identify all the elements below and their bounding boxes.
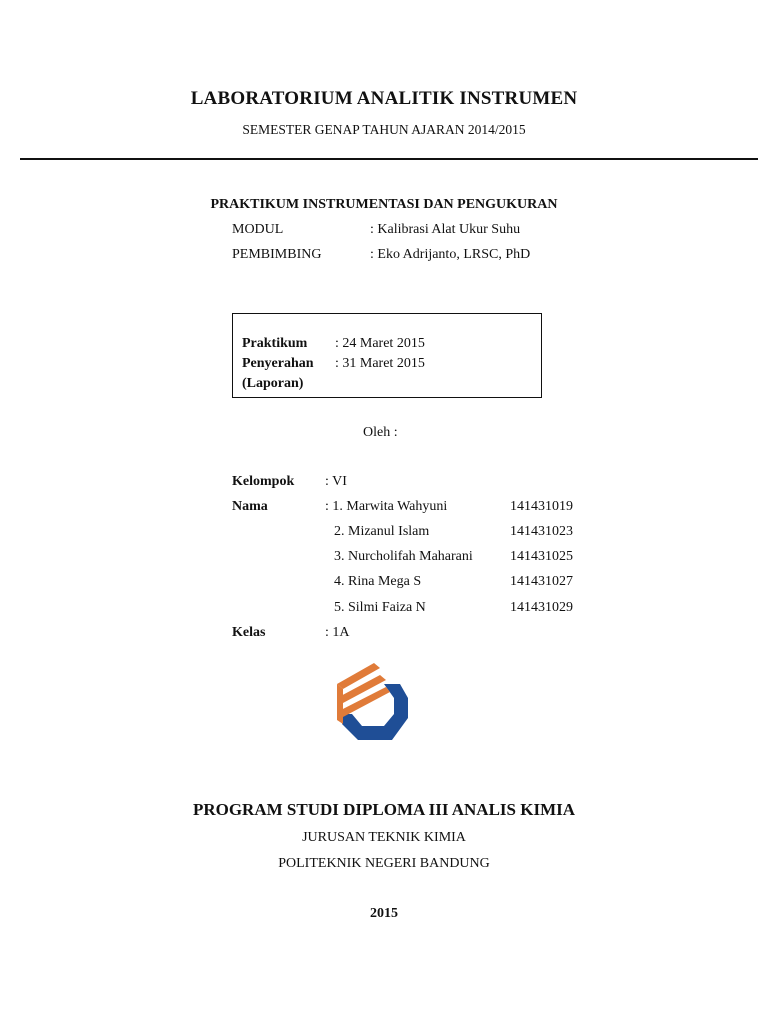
course-title: PRAKTIKUM INSTRUMENTASI DAN PENGUKURAN (210, 197, 558, 212)
dates-box (232, 313, 542, 398)
member-nim: 141431029 (510, 600, 573, 615)
kelompok-label: Kelompok (232, 474, 295, 489)
member-nim: 141431027 (510, 574, 573, 589)
member-nim: 141431023 (510, 524, 573, 539)
penyerahan-label: Penyerahan (242, 356, 314, 371)
kelas-label: Kelas (232, 625, 266, 640)
semester-subtitle: SEMESTER GENAP TAHUN AJARAN 2014/2015 (242, 122, 526, 137)
member-name: : 1. Marwita Wahyuni (325, 499, 448, 514)
member-name: 4. Rina Mega S (334, 574, 422, 589)
kelompok-value: : VI (325, 474, 347, 489)
nama-label: Nama (232, 499, 268, 514)
kelas-value: : 1A (325, 625, 350, 640)
member-name: 3. Nurcholifah Maharani (334, 549, 473, 564)
member-name: 5. Silmi Faiza N (334, 600, 426, 615)
laporan-label: (Laporan) (242, 376, 304, 391)
header-divider (20, 158, 758, 160)
department-name: JURUSAN TEKNIK KIMIA (302, 830, 466, 845)
member-nim: 141431025 (510, 549, 573, 564)
document-year: 2015 (370, 906, 398, 921)
pembimbing-value: : Eko Adrijanto, LRSC, PhD (370, 247, 531, 262)
oleh-label: Oleh : (363, 425, 398, 440)
program-title: PROGRAM STUDI DIPLOMA III ANALIS KIMIA (192, 800, 576, 819)
modul-label: MODUL (232, 222, 284, 237)
member-name: 2. Mizanul Islam (334, 524, 430, 539)
pembimbing-label: PEMBIMBING (232, 247, 322, 262)
polban-logo-icon (334, 662, 408, 740)
modul-value: : Kalibrasi Alat Ukur Suhu (370, 222, 521, 237)
lab-title: LABORATORIUM ANALITIK INSTRUMEN (190, 88, 578, 109)
institution-name: POLITEKNIK NEGERI BANDUNG (278, 856, 490, 871)
praktikum-label: Praktikum (242, 336, 308, 351)
member-nim: 141431019 (510, 499, 573, 514)
penyerahan-date: : 31 Maret 2015 (335, 356, 425, 371)
praktikum-date: : 24 Maret 2015 (335, 336, 425, 351)
